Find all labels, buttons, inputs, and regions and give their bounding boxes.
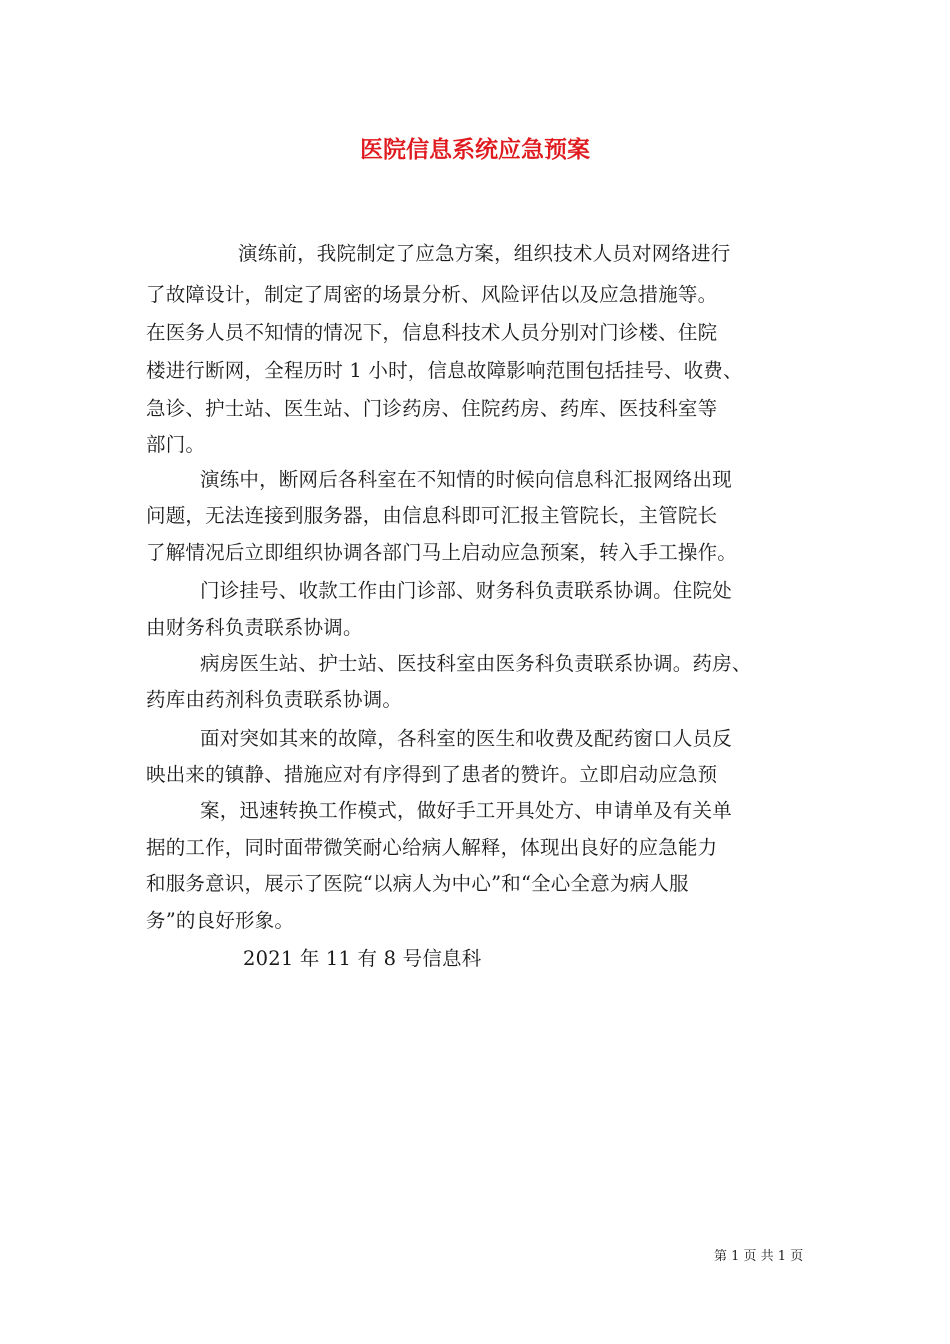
body-line: 楼进行断网，全程历时 1 小时，信息故障影响范围包括挂号、收费、 bbox=[146, 359, 743, 382]
body-line: 和服务意识，展示了医院“以病人为中心”和“全心全意为病人服 bbox=[146, 872, 689, 895]
body-line: 演练中，断网后各科室在不知情的时候向信息科汇报网络出现 bbox=[200, 468, 732, 491]
body-line: 面对突如其来的故障，各科室的医生和收费及配药窗口人员反 bbox=[200, 727, 732, 750]
body-line: 病房医生站、护士站、医技科室由医务科负责联系协调。药房、 bbox=[200, 652, 752, 675]
document-title: 医院信息系统应急预案 bbox=[360, 136, 590, 163]
body-line: 演练前，我院制定了应急方案，组织技术人员对网络进行 bbox=[238, 242, 731, 265]
body-line: 了故障设计，制定了周密的场景分析、风险评估以及应急措施等。 bbox=[146, 283, 718, 306]
body-line: 急诊、护士站、医生站、门诊药房、住院药房、药库、医技科室等 bbox=[146, 397, 718, 420]
body-line: 问题，无法连接到服务器，由信息科即可汇报主管院长，主管院长 bbox=[146, 504, 718, 527]
body-line: 在医务人员不知情的情况下，信息科技术人员分别对门诊楼、住院 bbox=[146, 321, 718, 344]
signature-date: 2021 年 11 有 8 号信息科 bbox=[243, 947, 482, 970]
page-number: 第 1 页 共 1 页 bbox=[714, 1249, 804, 1264]
body-line: 映出来的镇静、措施应对有序得到了患者的赞许。立即启动应急预 bbox=[146, 763, 718, 786]
body-line: 药库由药剂科负责联系协调。 bbox=[146, 688, 403, 711]
body-line: 由财务科负责联系协调。 bbox=[146, 616, 363, 639]
body-line: 了解情况后立即组织协调各部门马上启动应急预案，转入手工操作。 bbox=[146, 541, 738, 564]
body-line: 案，迅速转换工作模式，做好手工开具处方、申请单及有关单 bbox=[200, 799, 732, 822]
body-line: 门诊挂号、收款工作由门诊部、财务科负责联系协调。住院处 bbox=[200, 579, 732, 602]
body-line: 部门。 bbox=[146, 433, 206, 456]
body-line: 务”的良好形象。 bbox=[146, 909, 295, 932]
body-line: 据的工作，同时面带微笑耐心给病人解释，体现出良好的应急能力 bbox=[146, 836, 718, 859]
